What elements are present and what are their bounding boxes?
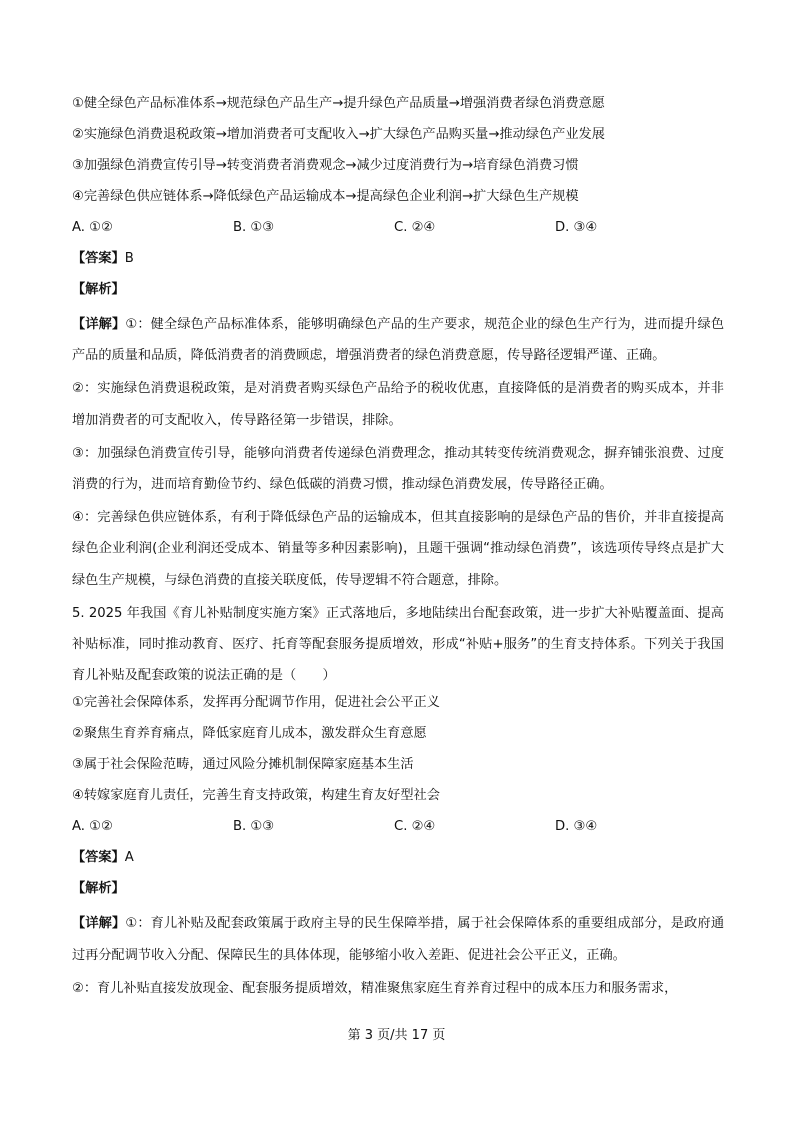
analysis-tag: 【解析】	[72, 282, 125, 297]
q4-option-c: C. ②④	[394, 220, 436, 235]
answer-value: B	[124, 251, 134, 266]
document-page	[72, 92, 724, 1004]
detail-tag: 【详解】	[72, 317, 126, 332]
q5-statement-1: ①完善社会保障体系，发挥再分配调节作用，促进社会公平正义	[72, 695, 440, 711]
q4-answer	[72, 247, 724, 278]
q5-analysis-heading	[72, 877, 724, 908]
q4-statement-3: ③加强绿色消费宣传引导→转变消费者消费观念→减少过度消费行为→培育绿色消费习惯	[72, 158, 579, 173]
analysis-tag: 【解析】	[72, 881, 125, 897]
q5-options	[72, 815, 724, 846]
page-footer: 第 3 页/共 17 页	[347, 1028, 446, 1043]
q4-options	[72, 216, 724, 247]
q5-statement-2: ②聚焦生育养育痛点，降低家庭育儿成本，激发群众生育意愿	[72, 726, 427, 742]
answer-tag: 【答案】	[72, 850, 125, 866]
q5-detail-2: ②：育儿补贴直接发放现金、配套服务提质增效，精准聚焦家庭生育养育过程中的成本压力和服务需求，	[72, 980, 678, 996]
q4-option-d: D. ③④	[555, 220, 598, 235]
q5-statements	[72, 691, 724, 815]
q5-option-b: B. ①③	[233, 819, 275, 835]
q4-statement-1: ①健全绿色产品标准体系→规范绿色产品生产→提升绿色产品质量→增强消费者绿色消费意愿	[72, 96, 605, 111]
q5-statement-4: ④转嫁家庭育儿责任，完善生育支持政策，构建生育友好型社会	[72, 788, 440, 804]
q4-option-b: B. ①③	[233, 220, 275, 235]
q5-option-d: D. ③④	[555, 819, 598, 835]
q4-option-a: A. ①②	[72, 220, 113, 235]
q4-statement-2: ②实施绿色消费退税政策→增加消费者可支配收入→扩大绿色产品购买量→推动绿色产业发展	[72, 127, 605, 142]
q5-detail-1-text: ①：育儿补贴及配套政策属于政府主导的民生保障举措，属于社会保障体系的重要组成部分，是政府通过再分配调节收入分配、保障民生的具体体现，能够缩小收入差距、促进社会公平正义，正确。	[72, 916, 725, 963]
q4-detail-1	[72, 309, 724, 371]
answer-tag: 【答案】	[72, 251, 125, 266]
q5-option-a: A. ①②	[72, 819, 113, 835]
q5-answer	[72, 846, 724, 877]
q4-analysis-heading	[72, 278, 724, 309]
answer-value: A	[124, 850, 134, 866]
q5-detail-1	[72, 908, 724, 970]
q4-statement-4: ④完善绿色供应链体系→降低绿色产品运输成本→提高绿色企业利润→扩大绿色生产规模	[72, 189, 579, 204]
q5-statement-3: ③属于社会保险范畴，通过风险分摊机制保障家庭基本生活	[72, 757, 414, 773]
q5-option-c: C. ②④	[394, 819, 436, 835]
q4-detail-4: ④：完善绿色供应链体系，有利于降低绿色产品的运输成本，但其直接影响的是绿色产品的售价，并非直接提高绿色企业利润(企业利润还受成本、销量等多种因素影响)，且题干强调“推动绿色消费”，该选项传导终点是扩大绿色生产规模，与绿色消费的直接关联度低，传导逻辑不符合题意，排除。	[72, 510, 724, 588]
q4-statements	[72, 92, 724, 216]
q4-detail-2: ②：实施绿色消费退税政策，是对消费者购买绿色产品给予的税收优惠，直接降低的是消费者的购买成本，并非增加消费者的可支配收入，传导路径第一步错误，排除。	[72, 381, 724, 428]
q4-detail-1-text: ①：健全绿色产品标准体系，能够明确绿色产品的生产要求，规范企业的绿色生产行为，进而提升绿色产品的质量和品质，降低消费者的消费顾虑，增强消费者的绿色消费意愿，传导路径逻辑严谨、正确。	[72, 317, 725, 364]
q4-detail-3: ③：加强绿色消费宣传引导，能够向消费者传递绿色消费理念，推动其转变传统消费观念，摒弃铺张浪费、过度消费的行为，进而培育勤俭节约、绿色低碳的消费习惯，推动绿色消费发展，传导路径正确。	[72, 445, 724, 493]
detail-tag: 【详解】	[72, 916, 126, 932]
q5-stem: 5. 2025 年我国《育儿补贴制度实施方案》正式落地后，多地陆续出台配套政策，进一步扩大补贴覆盖面、提高补贴标准，同时推动教育、医疗、托育等配套服务提质增效，形成“补贴+服务”的生育支持体系。下列关于我国育儿补贴及配套政策的说法正确的是（ ）	[72, 605, 724, 684]
